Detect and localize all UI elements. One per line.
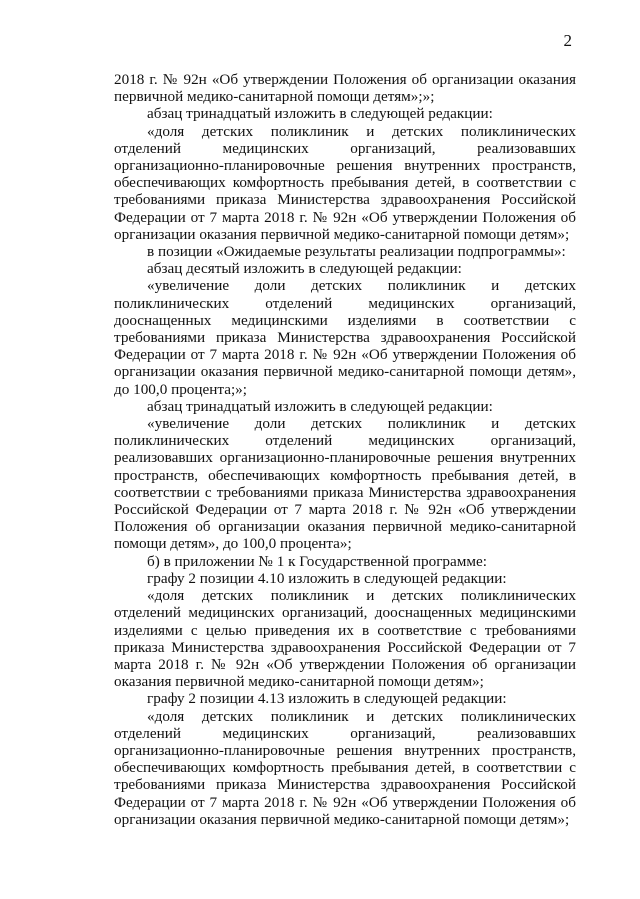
paragraph: б) в приложении № 1 к Государственной программе: <box>147 552 487 570</box>
paragraph: «доля детских поликлиник и детских поликлинических отделений медицинских организаций, реализовавших организационно-планировочные решения внутренних пространств, обеспечивающих комфортность пребывания детей, в соответствии с требованиями приказа Министерства здравоохранения Российской Федерации от 7 марта 2018 г. № 92н «Об утверждении Положения об организации оказания первичной медико-санитарной помощи детям»; <box>114 707 576 828</box>
paragraph: «увеличение доли детских поликлиник и детских поликлинических отделений медицинских организаций, дооснащенных медицинскими изделиями в соответствии с требованиями приказа Министерства здравоохранения Российской Федерации от 7 марта 2018 г. № 92н «Об утверждении Положения об организации оказания первичной медико-санитарной помощи детям», до 100,0 процента;»; <box>114 277 576 398</box>
paragraph: «увеличение доли детских поликлиник и детских поликлинических отделений медицинских организаций, реализовавших организационно-планировочные решения внутренних пространств, обеспечивающих комфортность пребывания детей, в соответствии с требованиями приказа Министерства здравоохранения Российской Федерации от 7 марта 2018 г. № 92н «Об утверждении Положения об организации оказания первичной медико-санитарной помощи детям», до 100,0 процента»; <box>114 415 576 553</box>
paragraph: «доля детских поликлиник и детских поликлинических отделений медицинских организаций, дооснащенных медицинскими изделиями с целью приведения их в соответствие с требованиями приказа Министерства здравоохранения Российской Федерации от 7 марта 2018 г. № 92н «Об утверждении Положения об организации оказания первичной медико-санитарной помощи детям»; <box>114 587 576 691</box>
document-body <box>114 71 576 828</box>
paragraph: абзац десятый изложить в следующей редакции: <box>147 260 462 278</box>
paragraph: абзац тринадцатый изложить в следующей редакции: <box>147 397 493 415</box>
page-number: 2 <box>563 31 572 50</box>
paragraph: графу 2 позиции 4.10 изложить в следующей редакции: <box>147 569 507 587</box>
paragraph: «доля детских поликлиник и детских поликлинических отделений медицинских организаций, реализовавших организационно-планировочные решения внутренних пространств, обеспечивающих комфортность пребывания детей, в соответствии с требованиями приказа Министерства здравоохранения Российской Федерации от 7 марта 2018 г. № 92н «Об утверждении Положения об организации оказания первичной медико-санитарной помощи детям»; <box>114 122 576 243</box>
paragraph: абзац тринадцатый изложить в следующей редакции: <box>147 105 493 123</box>
paragraph: графу 2 позиции 4.13 изложить в следующей редакции: <box>147 690 507 708</box>
paragraph: 2018 г. № 92н «Об утверждении Положения об организации оказания первичной медико-санитарной помощи детям»;»; <box>114 71 576 106</box>
paragraph: в позиции «Ожидаемые результаты реализации подпрограммы»: <box>147 243 566 261</box>
